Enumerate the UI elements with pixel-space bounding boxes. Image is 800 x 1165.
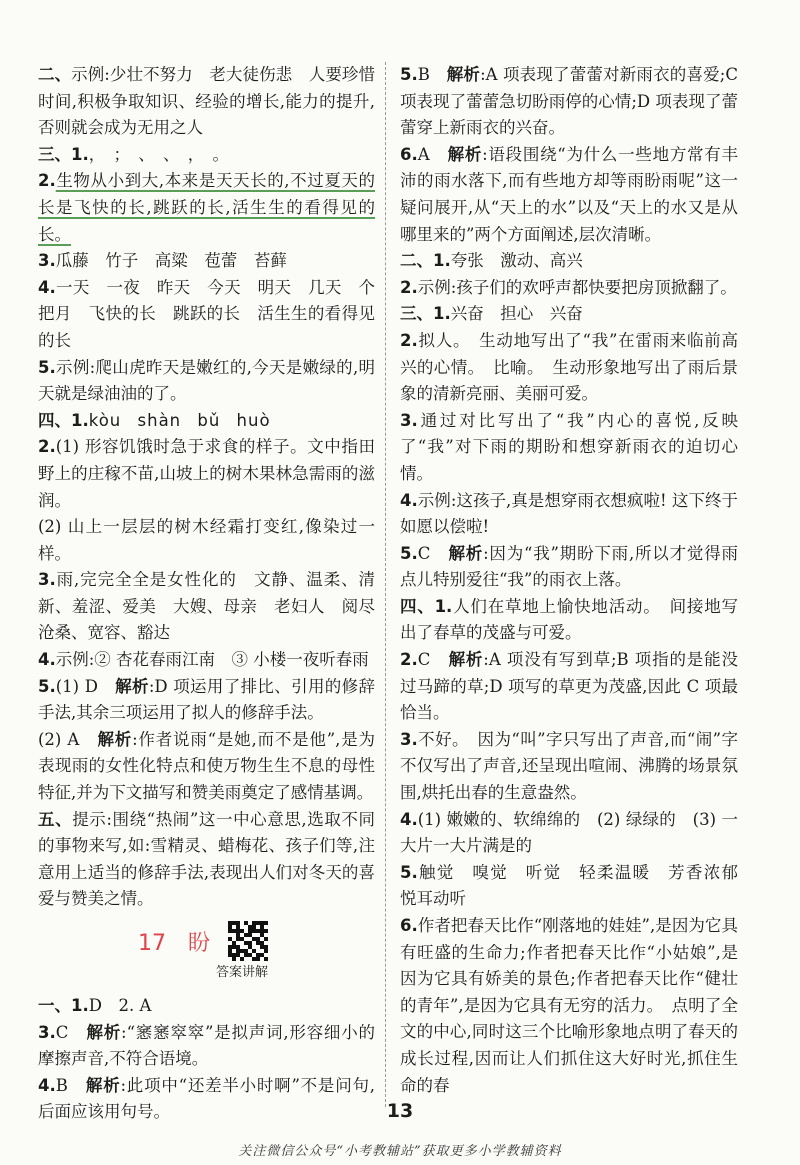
answer-item	[400, 62, 738, 142]
answer-item	[400, 488, 738, 541]
answer-text: 兴奋 担心 兴奋	[450, 304, 583, 324]
answer-text: 示例:少壮不努力 老大徒伤悲 人要珍惜时间,积极争取知识、经验的增长,能力的提升,否则就会成为无用之人	[38, 65, 376, 138]
answer-item	[400, 301, 738, 328]
answer-item	[38, 275, 375, 355]
answer-number: 2.	[38, 437, 56, 457]
lesson-header	[38, 921, 375, 989]
answer-item	[38, 567, 375, 647]
answer-number: 四、1.	[38, 410, 89, 430]
answer-item	[400, 647, 738, 727]
answer-number: 5.	[400, 862, 418, 882]
footer-note: 关注微信公众号“小考教辅站”获取更多小学教辅资料	[238, 1144, 562, 1159]
answer-number: 5.	[400, 543, 418, 563]
answer-number: 二、	[38, 65, 72, 84]
answer-item	[400, 248, 738, 275]
answer-text: 通过对比写出了“我”内心的喜悦,反映了“我”对下雨的期盼和想穿新雨衣的迫切心情。	[400, 410, 738, 483]
answer-item	[400, 913, 738, 1099]
answer-text: 触觉 嗅觉 听觉 轻柔温暖 芳香浓郁 悦耳动听	[400, 862, 755, 909]
answer-text: C 解析:“窸窸窣窣”是拟声词,形容细小的摩擦声音,不符合语境。	[38, 1022, 375, 1069]
answer-number: 3.	[400, 410, 418, 430]
answer-number: 四、1.	[400, 596, 453, 616]
answer-text: 提示:围绕“热闹”这一中心意思,选取不同的事物来写,如:雪精灵、蜡梅花、孩子们等,注意用上适当的修辞手法,表现出人们对冬天的喜爱与赞美之情。	[38, 809, 376, 909]
answer-number: 3.	[38, 1022, 56, 1042]
answer-number: 三、1.	[400, 304, 451, 324]
column-divider	[385, 62, 386, 1107]
answer-text: 生物从小到大,本来是天天长的,不过夏天的长是飞快的长,跳跃的长,活生生的看得见的长。	[38, 171, 375, 244]
answer-item	[38, 434, 375, 514]
answer-item	[38, 142, 375, 169]
answer-text: (2) A 解析:作者说雨“是她,而不是他”,是为表现雨的女性化特点和使万物生生不息的母性特征,并为下文描写和赞美雨奠定了感情基调。	[38, 729, 376, 803]
answer-text: B 解析:A 项表现了蕾蕾对新雨衣的喜爱;C 项表现了蕾蕾急切盼雨停的心情;D 项表现了蕾蕾穿上新雨衣的兴奋。	[400, 65, 738, 138]
answer-number: 5.	[38, 676, 56, 696]
answer-text: (1) 形容饥饿时急于求食的样子。文中指田野上的庄稼不苗,山坡上的树木果林急需雨的滋润。	[38, 437, 375, 510]
answer-item	[38, 1020, 375, 1073]
left-column	[38, 62, 375, 1126]
right-column	[400, 62, 755, 1099]
answer-text: ， ； 、 、 ， 。	[88, 144, 229, 164]
answer-item	[400, 860, 755, 913]
answer-text: 作者把春天比作“刚落地的娃娃”,是因为它具有旺盛的生命力;作者把春天比作“小姑娘”,是因为它具有娇美的景色;作者把春天比作“健壮的青年”,是因为它具有无穷的活力。 点明了全文的中心,同时这三个比喻形象地点明了春天的成长过程,因而让人们抓住这大好时光,抓住生命的春	[400, 916, 738, 1095]
answer-number: 6.	[400, 144, 418, 164]
answer-item	[38, 355, 375, 408]
answer-text: kòu shàn bǔ huò	[88, 410, 271, 430]
answer-item	[38, 647, 375, 674]
answer-item	[400, 328, 738, 408]
answer-item	[38, 993, 375, 1020]
answer-number: 6.	[400, 916, 418, 935]
answer-text: (1) 嫩嫩的、软绵绵的 (2) 绿绿的 (3) 一大片一大片满是的	[400, 809, 738, 856]
answer-text: 雨,完完全全是女性化的 文静、温柔、清新、羞涩、爱美 大嫂、母亲 老妇人 阅尽沧桑、宽容、豁达	[38, 570, 375, 643]
answer-item	[400, 541, 738, 594]
answer-item	[400, 807, 738, 860]
answer-number: 3.	[38, 251, 56, 271]
answer-item	[38, 62, 375, 142]
answer-text: 人们在草地上愉快地活动。 间接地写出了春草的茂盛与可爱。	[400, 596, 738, 643]
qr-code-icon[interactable]	[228, 921, 268, 961]
answer-text: 瓜藤 竹子 高粱 苞蕾 苔藓	[55, 251, 287, 271]
answer-number: 4.	[400, 809, 418, 829]
answer-text: 不好。 因为“叫”字只写出了声音,而“闹”字不仅写出了声音,还呈现出喧闹、沸腾的场景氛围,烘托出春的生意盎然。	[400, 729, 738, 803]
answer-item	[400, 408, 738, 488]
answer-number: 三、1.	[38, 144, 89, 164]
answer-number: 5.	[38, 357, 56, 377]
answer-item	[38, 248, 375, 275]
answer-text: 夸张 激动、高兴	[450, 251, 583, 271]
answer-text: (1) D 解析:D 项运用了排比、引用的修辞手法,其余三项运用了拟人的修辞手法。	[38, 676, 375, 723]
answer-text: A 解析:语段围绕“为什么一些地方常有丰沛的雨水落下,而有些地方却等雨盼雨呢”这一疑问展开,从“天上的水”以及“天上的水又是从哪里来的”两个方面阐述,层次清晰。	[400, 144, 739, 244]
answer-number: 3.	[400, 729, 418, 749]
answer-number: 2.	[400, 650, 418, 670]
answer-text: C 解析:A 项没有写到草;B 项指的是能没过马蹄的草;D 项写的草更为茂盛,因此 C 项最恰当。	[400, 650, 738, 723]
answer-number: 2.	[400, 277, 418, 297]
answer-item	[400, 727, 738, 807]
answer-number: 4.	[38, 277, 56, 297]
answer-text: 一天 一夜 昨天 今天 明天 几天 个把月 飞快的长 跳跃的长 活生生的看得见的长	[38, 277, 375, 350]
answer-item	[38, 807, 375, 913]
answer-text: 示例:孩子们的欢呼声都快要把房顶掀翻了。	[417, 277, 737, 297]
answer-text: B 解析:此项中“还差半小时啊”不是问句,后面应该用句号。	[38, 1075, 375, 1122]
answer-text: 拟人。 生动地写出了“我”在雷雨来临前高兴的心情。 比喻。 生动形象地写出了雨后景象的清新亮丽、美丽可爱。	[400, 330, 738, 404]
answer-number: 3.	[38, 570, 56, 590]
answer-item	[38, 408, 375, 435]
answer-number: 二、1.	[400, 251, 451, 271]
answer-number: 4.	[38, 650, 56, 670]
qr-caption: 答案讲解	[216, 965, 269, 980]
answer-text: C 解析:因为“我”期盼下雨,所以才觉得雨点儿特别爱往“我”的雨衣上落。	[400, 543, 738, 590]
answer-number: 五、	[38, 809, 73, 829]
answer-item	[400, 594, 738, 647]
answer-item	[38, 168, 375, 248]
lesson-title: 17 盼	[138, 931, 210, 956]
answer-item	[400, 275, 738, 302]
answer-text: D 2. A	[88, 996, 152, 1015]
answer-text: 示例:这孩子,真是想穿雨衣想疯啦! 这下终于如愿以偿啦!	[400, 490, 738, 537]
answer-number: 4.	[400, 490, 418, 510]
answer-number: 4.	[38, 1075, 56, 1095]
answer-text: 示例:② 杏花春雨江南 ③ 小楼一夜听春雨	[55, 650, 369, 670]
answer-text: 示例:爬山虎昨天是嫩红的,今天是嫩绿的,明天就是绿油油的了。	[38, 357, 375, 404]
page-number: 13	[386, 1100, 414, 1122]
answer-number: 一、1.	[38, 996, 89, 1015]
answer-item	[400, 142, 738, 248]
answer-number: 5.	[400, 65, 418, 84]
answer-number: 2.	[400, 330, 418, 350]
answer-item	[38, 514, 375, 567]
answer-number: 2.	[38, 171, 56, 191]
answer-text: (2) 山上一层层的树木经霜打变红,像染过一样。	[38, 517, 375, 563]
answer-item	[38, 674, 375, 727]
answer-item	[38, 727, 375, 807]
